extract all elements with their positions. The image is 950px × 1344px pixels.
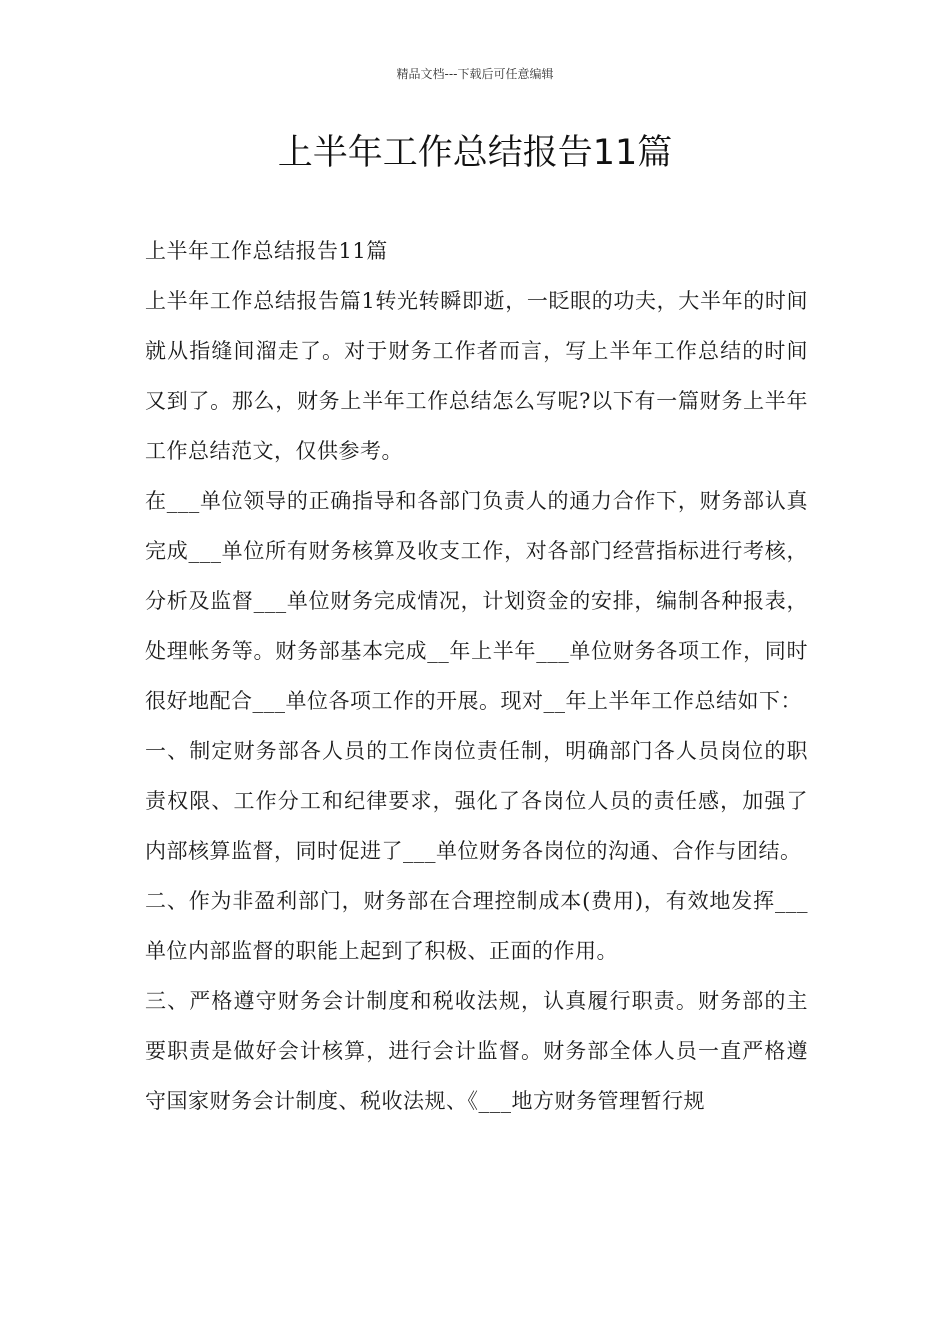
paragraph-item-3: 三、严格遵守财务会计制度和税收法规，认真履行职责。财务部的主要职责是做好会计核算，进行会计监督。财务部全体人员一直严格遵守国家财务会计制度、税收法规、《___地方财务管理暂行规 <box>145 989 808 1113</box>
paragraph-overview: 在___单位领导的正确指导和各部门负责人的通力合作下，财务部认真完成___单位所有财务核算及收支工作，对各部门经营指标进行考核，分析及监督___单位财务完成情况，计划资金的安排，编制各种报表，处理帐务等。财务部基本完成__年上半年___单位财务各项工作，同时很好地配合___单位各项工作的开展。现对__年上半年工作总结如下： <box>145 489 808 713</box>
paragraph-intro: 上半年工作总结报告篇1转光转瞬即逝，一眨眼的功夫，大半年的时间就从指缝间溜走了。对于财务工作者而言，写上半年工作总结的时间又到了。那么，财务上半年工作总结怎么写呢?以下有一篇财务上半年工作总结范文，仅供参考。 <box>145 289 808 463</box>
paragraph-item-2: 二、作为非盈利部门，财务部在合理控制成本(费用)，有效地发挥___单位内部监督的职能上起到了积极、正面的作用。 <box>145 889 808 963</box>
paragraph-subtitle: 上半年工作总结报告11篇 <box>145 239 388 263</box>
document-title: 上半年工作总结报告11篇 <box>277 133 673 173</box>
document-body <box>145 226 808 1126</box>
header-note: 精品文档---下载后可任意编辑 <box>396 67 554 81</box>
paragraph-item-1: 一、制定财务部各人员的工作岗位责任制，明确部门各人员岗位的职责权限、工作分工和纪律要求，强化了各岗位人员的责任感，加强了内部核算监督，同时促进了___单位财务各岗位的沟通、合作与团结。 <box>145 739 808 863</box>
